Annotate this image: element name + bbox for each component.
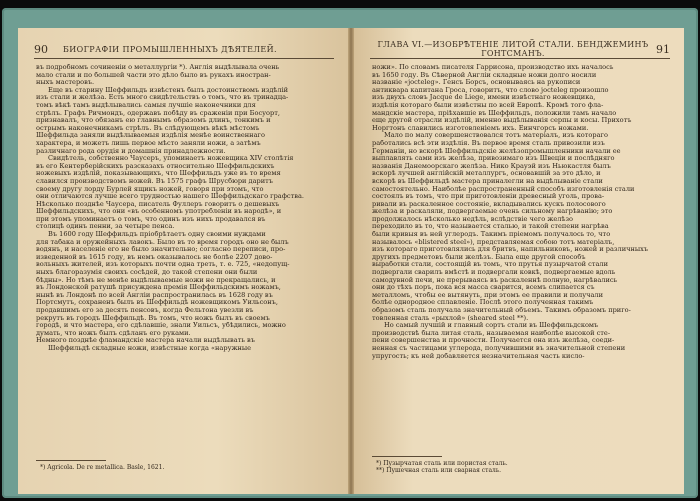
text-line: Шеффильда заняли выдѣлываемыя издѣлія менѣе воинственнаго (36, 132, 265, 140)
text-line: Свидѣтель, собственно Чаусеръ, упоминаетъ ножевщика XIV столѣтія (48, 155, 294, 163)
text-line: рекрутъ въ городъ Шеффильдѣ. Въ томъ, что ножъ былъ въ своемъ (36, 314, 270, 322)
left-page (18, 28, 348, 494)
header-rule-left (34, 58, 334, 59)
text-line: Портсмутъ, сохраненъ былъ въ Шеффильдѣ ножевщикомъ Уильсонъ, (36, 299, 278, 307)
text-line: ныхъ благоразумія своихъ сосѣдей, до такой степени они были (36, 269, 258, 277)
text-line: болѣе однородное сплавленіе. Послѣ этого полученная такимъ (372, 299, 594, 307)
text-line: Шеффильдскихъ, что они «въ особенномъ употребленіи въ народѣ», и (36, 208, 282, 216)
text-line: еще другой отрасли издѣлій, именно выдѣлыванія серпы и косы. Прихотъ (372, 117, 632, 125)
right-page (354, 28, 684, 494)
text-line: выработки стали, состоящій въ томъ, что прутья пузырчатой стали (372, 261, 609, 269)
text-line: называлось «blistered steel»), представляемая собою тотъ матеріалъ, (372, 238, 615, 246)
text-line: работались всѣ эти издѣлія. Въ первое время сталь привозили изъ (372, 139, 605, 147)
footnote-rule-left (36, 460, 106, 461)
footnote: *) Пузырчатая сталь или пористая сталь. (376, 460, 508, 467)
text-line: пени совершенства и прочности. Получается она изъ желѣза, соеди- (372, 337, 615, 345)
header-rule-right (370, 58, 670, 59)
text-line: образомъ сталь получала значительный объемъ. Такимъ образомъ приго- (372, 307, 631, 314)
text-line: водянъ, и населеніе его не было значительно; согласно переписи, про- (36, 246, 286, 254)
text-line: бѣдны». Но тѣмъ не менѣе выдѣлываемые ножи не прекращались, и (36, 276, 276, 284)
page-number-left: 90 (34, 42, 48, 56)
text-line: Но самый лучшій и главный сортъ стали въ Шеффильдскомъ (384, 322, 599, 330)
text-line: вольныхъ жителей, изъ которыхъ почти одна треть, т. е. 725, «недопущ- (36, 261, 290, 269)
book-spread (18, 28, 684, 494)
text-line: признавалъ, что обязанъ ею главнымъ образомъ длинъ, тонкимъ и (36, 117, 271, 125)
text-line: нынѣ въ Лондонѣ по всей Англіи распространилась въ 1628 году въ (36, 291, 273, 299)
text-line: продолжалось нѣсколько недѣль, вслѣдствіе чего желѣзо (372, 215, 574, 223)
text-line: для табака и оружейныхъ лавокъ. Было въ то время городъ оно не былъ (36, 238, 289, 246)
text-line: товленная сталь «рыхлой» (sheared steel **). (372, 314, 529, 322)
text-line: Еще въ старину Шеффильдъ извѣстенъ былъ достоинствомъ издѣлій (48, 86, 289, 94)
text-line: въ его Кентерберійскихъ разсказахъ относительно Шеффильдскихъ (36, 162, 275, 170)
text-line: самостоятельно. Наиболѣе распространенный способъ изготовленія стали (372, 185, 635, 193)
text-line: другихъ предметовъ были желѣзъ. Была еще другой способъ (372, 253, 586, 261)
text-line: выплавлять сами изъ желѣза, привозимаго изъ Швеціи и послѣдняго (372, 155, 615, 163)
text-line: различнаго рода орудія и домашнія принадлежности. (36, 147, 226, 155)
running-head-right: ГЛАВА VI.—ИЗОБРѢТЕНІЕ ЛИТОЙ СТАЛИ. БЕНДЖЕМИНЪ ГОНТСМАНЪ. (377, 40, 649, 58)
text-line: ривали въ раскаленное состояніе, вкладывались кускъ полосового (372, 200, 606, 208)
text-line: самодувной печи, не прерываясь въ раскаленнѣ полную, нагрѣвались (372, 276, 618, 284)
left-page-text (36, 64, 334, 353)
text-line: изведенной въ 1615 году, въ немъ оказывалось не болѣе 2207 дово- (36, 253, 273, 261)
text-line: въ 1650 году. Въ Сѣверной Англіи складные ножи долго носили (372, 71, 597, 79)
left-page-header (34, 42, 334, 56)
text-line: думать, что ножъ былъ сдѣланъ его руками. (36, 329, 191, 337)
text-line: Германіи, но вскорѣ Шеффильдскіе желѣзопромышленники начали ее (372, 147, 621, 155)
text-line: столицѣ одинъ пенни, за четыре пенса. (36, 223, 175, 231)
right-footnotes (376, 460, 670, 474)
text-line: изъ двухъ словъ Jacque de Liege, имени извѣстнаго ножевщика, (372, 94, 596, 102)
text-line: характера, и можетъ лишь первое мѣсто заняли ножи, а затѣмъ (36, 139, 261, 147)
text-line: своему другу лорду Бурлей ящикъ ножей, говоря при этомъ, что (36, 185, 264, 193)
running-head-left: БИОГРАФІИ ПРОМЫШЛЕННЫХЪ ДѢЯТЕЛЕЙ. (63, 44, 277, 54)
text-line: Мало по малу совершенствовался тотъ матеріалъ, изъ котораго (384, 132, 608, 140)
text-line: были кривыя въ ней углеродъ. Такимъ пріемомъ получалось то, что (372, 231, 611, 239)
text-line: упругость; къ ней добавляется незначительная часть кисло- (372, 352, 585, 360)
text-line: въ Лондонской ратушѣ присуждена премія Шеффильдскимъ ножамъ, (36, 284, 281, 292)
footnote: **) Пушечная сталь или сварная сталь. (376, 467, 502, 474)
text-line: славился производствомъ ножей. Въ 1575 графъ Шрусбюри даритъ (36, 177, 273, 185)
text-line: мало стали и по большей части это дѣло было въ рукахъ иностран- (36, 71, 271, 79)
text-line: состоялъ въ томъ, что при приготовленіи древесный уголь, прова- (372, 193, 605, 201)
text-line: они отличаются лучше всего трудностью нашего Шеффильдскаго графства. (36, 193, 304, 201)
text-line: Шеффильдѣ складные ножи, извѣстные когда «наружные (48, 344, 252, 352)
text-line: продавшимъ его за десять пенсовъ, когда Фельтона увезли въ (36, 307, 254, 314)
text-line: подвергали сварилъ вмѣстѣ и подвергали ковкѣ, подвергаемые вдоль (372, 269, 616, 277)
text-line: названіе «jocteleg». Генсъ Борсъ, основываясь на рукописи (372, 79, 581, 87)
left-footnotes (40, 464, 334, 471)
text-line: Въ 1600 году Шеффильдъ пріобрѣтаетъ одну своими нуждами (48, 231, 266, 239)
text-line: ненная съ частицами углерода, получившими въ значительной степени (372, 344, 626, 352)
text-line: изъ котораго приготовлялись для бритвъ, напильниковъ, ножей и различныхъ (372, 246, 649, 254)
text-line: ножевыхъ издѣлій, показывающихъ, что Шеффильдъ уже въ то время (36, 170, 281, 178)
text-line: въ подробномъ сочиненіи о металлургіи *). Англія выдѣлывала очень (36, 64, 280, 71)
page-number-right: 91 (656, 42, 670, 56)
text-line: острымъ наконечникамъ стрѣлъ. Въ слѣдующемъ вѣкѣ мѣстомъ (36, 124, 260, 132)
text-line: производствѣ была литая сталь, называемая наиболѣе высокой сте- (372, 329, 611, 337)
text-line: изъ стали и желѣза. Есть много свидѣтельствъ о томъ, что въ тринадца- (36, 94, 289, 102)
text-line: ныхъ мастеровъ. (36, 79, 95, 87)
text-line: стрѣлъ. Графъ Ричмондъ, одержавъ побѣду въ сраженіи при Босуорт, (36, 109, 280, 117)
text-line: они до тѣхъ поръ, пока вся масса сварится, всемъ слипается съ (372, 284, 595, 292)
footnote-rule-right (372, 456, 442, 457)
text-line: переходило въ то, что называется сталью, и такой степени нагрѣва (372, 223, 609, 231)
right-page-text (372, 64, 670, 360)
text-line: при этомъ упоминаетъ о томъ, что одинъ изъ нихъ продавался въ (36, 215, 266, 223)
text-line: антиквара капитана Гроса, говоритъ, что слово jocteleg произошло (372, 86, 609, 94)
text-line: вскорѣ въ Шеффильдѣ мастера приналегли на выдѣлываніе стали (372, 177, 603, 185)
text-line: издѣлія котораго были извѣстны по всей Европѣ. Кромѣ того фла- (372, 101, 604, 109)
text-line: городѣ, и что мастера, его сдѣлавшіе, знали Уильсъ, убѣдились, можно (36, 322, 286, 330)
text-line: металломъ, чтобы ее вытянуть, при этомъ ее правили и получали (372, 291, 604, 299)
footnote: *) Agricola. De re metallica. Basle, 1621. (40, 464, 165, 471)
right-page-header (370, 42, 670, 56)
text-line: названія Данемоорскаго желѣза. Нико Крауэй изъ Ньюкастля былъ (372, 162, 611, 170)
text-line: Немного позднѣе фламандскіе мастера начали выдѣлывать въ (36, 337, 255, 345)
text-line: ножи». По словамъ писателя Гаррисона, производство ихъ началось (372, 64, 614, 71)
text-line: томъ вѣкѣ тамъ выдѣлывались самыя лучшіе наконечники для (36, 101, 256, 109)
text-line: вскорѣ лучшей англійскій металлургъ, основавшій за это дѣло, и (372, 170, 601, 178)
text-line: Норгтонъ славились изготовленіемъ ихъ. Еинчгорсъ ножами. (372, 124, 589, 132)
text-line: Нѣсколько позднѣе Чаусера, писатель Фуллеръ говоритъ о дешевыхъ (36, 200, 280, 208)
text-line: желѣза и раскаляли, подвергаемые очень сильному нагрѣванію; это (372, 208, 613, 216)
text-line: мандскіе мастера, пріѣхавшіе въ Шеффильдъ, положили тамъ начало (372, 109, 617, 117)
